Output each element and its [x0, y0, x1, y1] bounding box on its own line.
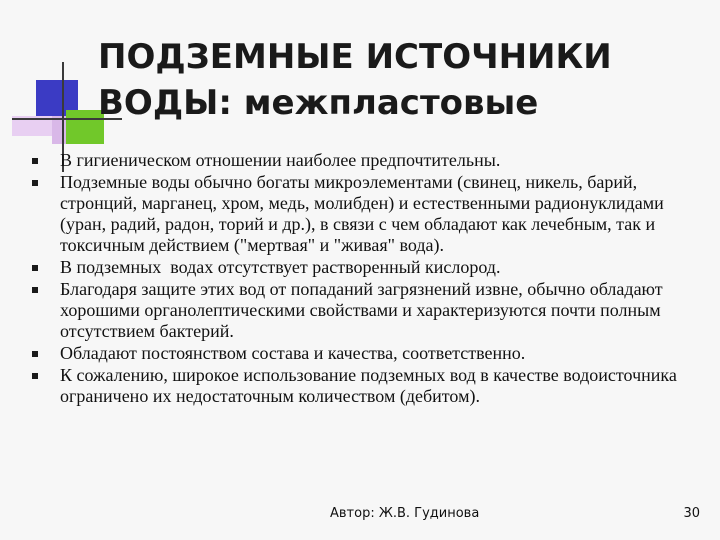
- bullet-item: [30, 172, 690, 256]
- bullet-square-icon: [32, 351, 38, 357]
- bullet-text: Благодаря защите этих вод от попаданий загрязнений извне, обычно обладают хорошими органолептическими свойствами и характеризуются почти полным отсутствием бактерий.: [60, 279, 663, 341]
- title-line-1: ПОДЗЕМНЫЕ ИСТОЧНИКИ: [98, 37, 612, 77]
- bullet-text: Обладают постоянством состава и качества, соответственно.: [60, 343, 526, 363]
- bullet-square-icon: [32, 287, 38, 293]
- bullet-square-icon: [32, 373, 38, 379]
- bullet-square-icon: [32, 180, 38, 186]
- footer-author: Автор: Ж.В. Гудинова: [330, 506, 480, 521]
- bullet-text: К сожалению, широкое использование подземных вод в качестве водоисточника ограничено их недостаточным количеством (дебитом).: [60, 365, 677, 406]
- bullet-item: [30, 343, 690, 364]
- bullet-text: В подземных водах отсутствует растворенный кислород.: [60, 257, 501, 277]
- bullet-item: [30, 150, 690, 171]
- bullet-item: [30, 279, 690, 342]
- bullet-list: [30, 150, 690, 408]
- page-number: 30: [683, 506, 700, 521]
- title-line-2: ВОДЫ: межпластовые: [98, 83, 539, 123]
- bullet-text: В гигиеническом отношении наиболее предпочтительны.: [60, 150, 501, 170]
- bullet-item: [30, 365, 690, 407]
- bullet-square-icon: [32, 265, 38, 271]
- bullet-text: Подземные воды обычно богаты микроэлементами (свинец, никель, барий, стронций, марганец, хром, медь, молибден) и естественными радионуклидами (уран, радий, радон, торий и др.), в связи с чем обладают как лечебным, так и токсичным действием ("мертвая" и "живая" вода).: [60, 172, 664, 255]
- bullet-item: [30, 257, 690, 278]
- bullet-square-icon: [32, 158, 38, 164]
- slide-title: [98, 34, 698, 126]
